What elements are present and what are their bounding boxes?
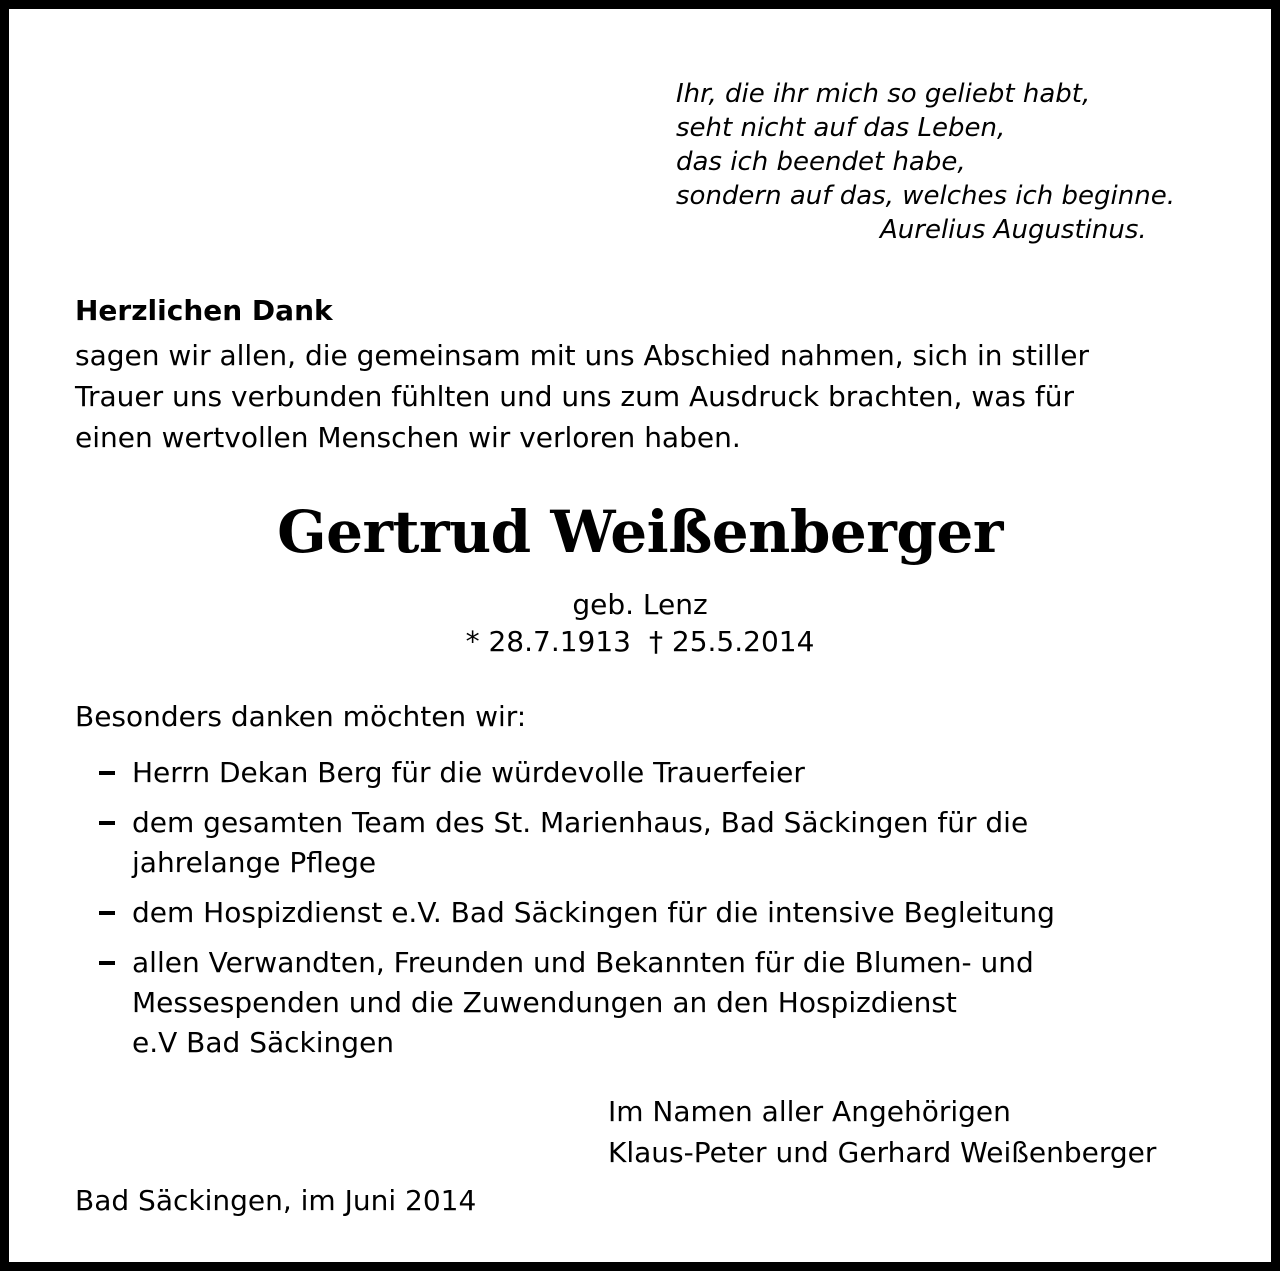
list-item-line: Messespenden und die Zuwendungen an den Hospizdienst (132, 986, 957, 1019)
deceased-name: Gertrud Weißenberger (277, 498, 1003, 566)
list-item-line: Herrn Dekan Berg für die würdevolle Trauerfeier (132, 756, 805, 789)
list-item-line: e.V Bad Säckingen (132, 1026, 395, 1059)
quote-line: Ihr, die ihr mich so geliebt habt, (676, 79, 1091, 109)
maiden-name: geb. Lenz (572, 588, 708, 621)
signature-line: Im Namen aller Angehörigen (608, 1095, 1011, 1128)
list-item (99, 753, 1219, 793)
dash-bullet-icon (99, 771, 115, 775)
list-item (99, 943, 1219, 1063)
intro-line: einen wertvollen Menschen wir verloren haben. (75, 421, 741, 454)
epigraph-quote (676, 77, 1236, 247)
dash-bullet-icon (99, 911, 115, 915)
dash-bullet-icon (99, 961, 115, 965)
list-item (99, 803, 1219, 883)
signature-block (608, 1091, 1156, 1173)
quote-author: Aurelius Augustinus. (880, 215, 1147, 245)
birth-date: * 28.7.1913 (465, 625, 631, 658)
intro-line: sagen wir allen, die gemeinsam mit uns Abschied nahmen, sich in stiller (75, 339, 1090, 372)
list-item-line: dem gesamten Team des St. Marienhaus, Bad Säckingen für die (132, 806, 1029, 839)
thanks-title: Herzlichen Dank (75, 294, 333, 327)
list-item (99, 893, 1219, 933)
death-date: † 25.5.2014 (649, 625, 815, 658)
place-and-date: Bad Säckingen, im Juni 2014 (75, 1184, 477, 1217)
intro-line: Trauer uns verbunden fühlten und uns zum Ausdruck brachten, was für (75, 380, 1075, 413)
list-item-line: jahrelange Pflege (132, 846, 377, 879)
thanks-intro-text (75, 335, 1185, 458)
thanks-list (99, 753, 1219, 1073)
dash-bullet-icon (99, 821, 115, 825)
quote-line: seht nicht auf das Leben, (676, 113, 1006, 143)
list-item-line: allen Verwandten, Freunden und Bekannten für die Blumen- und (132, 946, 1034, 979)
quote-line: sondern auf das, welches ich beginne. (676, 181, 1175, 211)
special-thanks-heading: Besonders danken möchten wir: (75, 700, 527, 733)
list-item-line: dem Hospizdienst e.V. Bad Säckingen für die intensive Begleitung (132, 896, 1055, 929)
life-dates (9, 623, 1271, 661)
signature-names: Klaus-Peter und Gerhard Weißenberger (608, 1136, 1157, 1169)
quote-line: das ich beendet habe, (676, 147, 966, 177)
